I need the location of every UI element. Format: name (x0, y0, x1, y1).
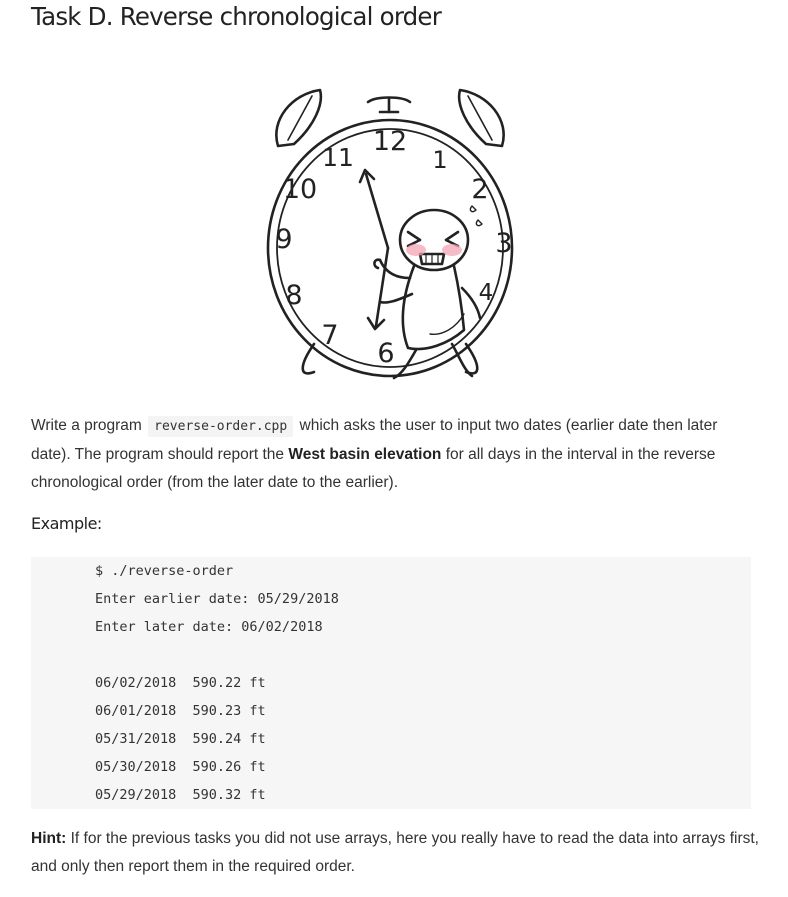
description-middle: which asks the user to input two dates (earlier date then later date). The program should report the (31, 417, 718, 463)
alarm-clock-illustration (258, 82, 522, 392)
description-prefix: Write a program (31, 417, 142, 434)
code-line: 06/02/2018 590.22 ft (95, 675, 266, 691)
code-line: Enter earlier date: 05/29/2018 (95, 591, 339, 607)
code-line: 05/29/2018 590.32 ft (95, 787, 266, 803)
clock-number-6: 6 (377, 338, 395, 369)
left-bell-icon (276, 90, 321, 146)
clock-number-1: 1 (432, 146, 448, 174)
code-line: Enter later date: 06/02/2018 (95, 619, 323, 635)
example-heading: Example: (31, 514, 102, 533)
clock-number-3: 3 (495, 228, 513, 259)
program-filename: reverse-order.cpp (148, 416, 293, 437)
clock-number-12: 12 (372, 126, 408, 157)
example-code-block (31, 557, 751, 809)
clock-number-11: 11 (322, 143, 354, 172)
code-line: 05/30/2018 590.26 ft (95, 759, 266, 775)
clock-number-8: 8 (285, 280, 303, 311)
character-head (400, 210, 468, 270)
hint-paragraph (31, 825, 761, 881)
code-line: $ ./reverse-order (95, 563, 234, 579)
hint-text: If for the previous tasks you did not use arrays, here you really have to read the data into arrays first, and only then report them in the required order. (31, 830, 759, 875)
right-bell-icon (459, 90, 504, 146)
clock-number-2: 2 (471, 174, 489, 205)
description-bold: West basin elevation (288, 446, 442, 463)
code-line: 05/31/2018 590.24 ft (95, 731, 266, 747)
clock-number-9: 9 (275, 224, 293, 255)
description-suffix: for all days in the interval in the reverse chronological order (from the later date to the earlier). (31, 446, 716, 491)
clock-number-10: 10 (282, 174, 318, 205)
page-title: Task D. Reverse chronological order (31, 2, 441, 31)
code-line: 06/01/2018 590.23 ft (95, 703, 266, 719)
task-description (31, 412, 751, 497)
hint-label: Hint: (31, 830, 67, 847)
clock-number-4: 4 (478, 280, 494, 306)
clock-number-7: 7 (321, 320, 339, 351)
